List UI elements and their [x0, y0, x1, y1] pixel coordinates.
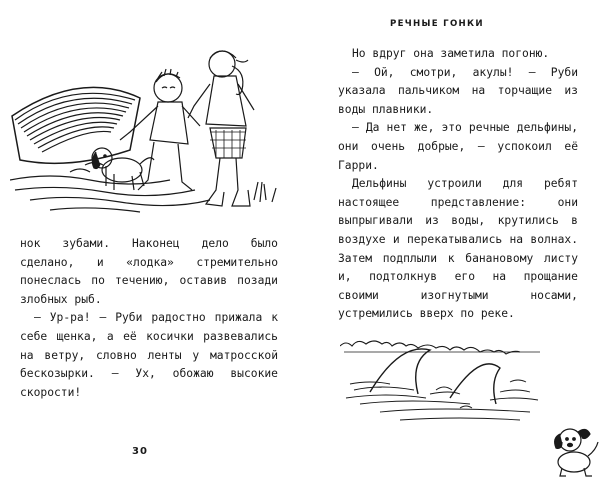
right-page [302, 0, 605, 488]
left-paragraph-2: – Ур-ра! – Руби радостно прижала к себе щенка, а её косички развевались на ветру, словно ленты у матросской бескозырки. – Ух, обожаю высокие скорости! [20, 311, 278, 399]
right-paragraph-3: – Да нет же, это речные дельфины, они очень добрые, – успокоил её Гарри. [338, 121, 578, 172]
right-paragraph-2: – Ой, смотри, акулы! – Руби указала пальчиком на торчащие из воды плавники. [338, 65, 578, 116]
right-page-text [338, 45, 578, 324]
right-paragraph-4: Дельфины устроили для ребят настоящее представление: они выпрыгивали из воды, крутились в воздухе и перекатывались на волнах. Затем подплыли к банановому листу и, подтолкнув его на прощание своими изогнутыми носами, устремились вверх по реке. [338, 177, 578, 321]
left-page-text [20, 235, 278, 402]
right-paragraph-1: Но вдруг она заметила погоню. [352, 47, 550, 60]
page-number: 30 [132, 446, 148, 457]
left-paragraph-1: нок зубами. Наконец дело было сделано, и «лодка» стремительно понеслась по течению, оставив позади злобных рыб. [20, 237, 278, 306]
puppy-corner-icon [540, 418, 602, 480]
chapter-header: РЕЧНЫЕ ГОНКИ [390, 19, 484, 29]
children-and-puppy-illustration [10, 40, 280, 220]
dolphin-fins-illustration [340, 332, 550, 427]
left-page [0, 0, 302, 488]
